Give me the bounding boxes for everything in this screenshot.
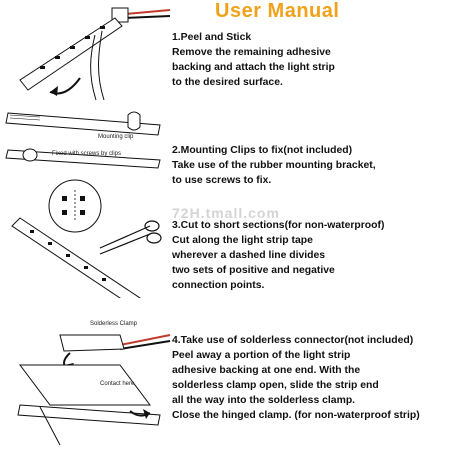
peel-and-stick-illustration: [0, 0, 170, 115]
step-4-line: Close the hinged clamp. (for non-waterproof strip): [172, 410, 420, 421]
step-2-line: Take use of the rubber mounting bracket,: [172, 160, 376, 171]
step-3-line: Cut along the light strip tape: [172, 235, 313, 246]
step-2-heading: 2.Mounting Clips to fix(not included): [172, 145, 353, 156]
step-4-line: Peel away a portion of the light strip: [172, 350, 351, 361]
step-3-line: two sets of positive and negative: [172, 265, 335, 276]
step-3: [172, 218, 447, 293]
step-3-line: connection points.: [172, 280, 265, 291]
step-3-heading: 3.Cut to short sections(for non-waterproof): [172, 220, 385, 231]
fixed-with-screws-caption: Fixed with screws by clips: [52, 151, 122, 157]
step-4-line: adhesive backing at one end. With the: [172, 365, 361, 376]
page-title: User Manual: [215, 0, 340, 22]
solderless-connector-illustration: [0, 305, 172, 449]
step-1-line: Remove the remaining adhesive: [172, 47, 331, 58]
cut-sections-illustration: [0, 178, 170, 298]
step-1-line: backing and attach the light strip: [172, 62, 335, 73]
solderless-clamp-caption: Solderless Clamp: [90, 321, 138, 327]
step-4: [172, 333, 447, 423]
step-4-heading: 4.Take use of solderless connector(not included): [172, 335, 414, 346]
step-3-line: wherever a dashed line divides: [172, 250, 326, 261]
step-1-line: to the desired surface.: [172, 77, 283, 88]
step-2: [172, 143, 447, 188]
mounting-clip-caption: Mounting clip: [98, 134, 134, 140]
contact-here-caption: Contact here: [100, 381, 135, 387]
step-4-line: all the way into the solderless clamp.: [172, 395, 356, 406]
step-1-heading: 1.Peel and Stick: [172, 32, 252, 43]
mounting-clip-illustration: [0, 105, 170, 175]
step-1: [172, 30, 447, 90]
step-4-line: solderless clamp open, slide the strip end: [172, 380, 379, 391]
step-2-line: to use screws to fix.: [172, 175, 272, 186]
watermark-text: 72H.tmall.com: [172, 205, 280, 221]
